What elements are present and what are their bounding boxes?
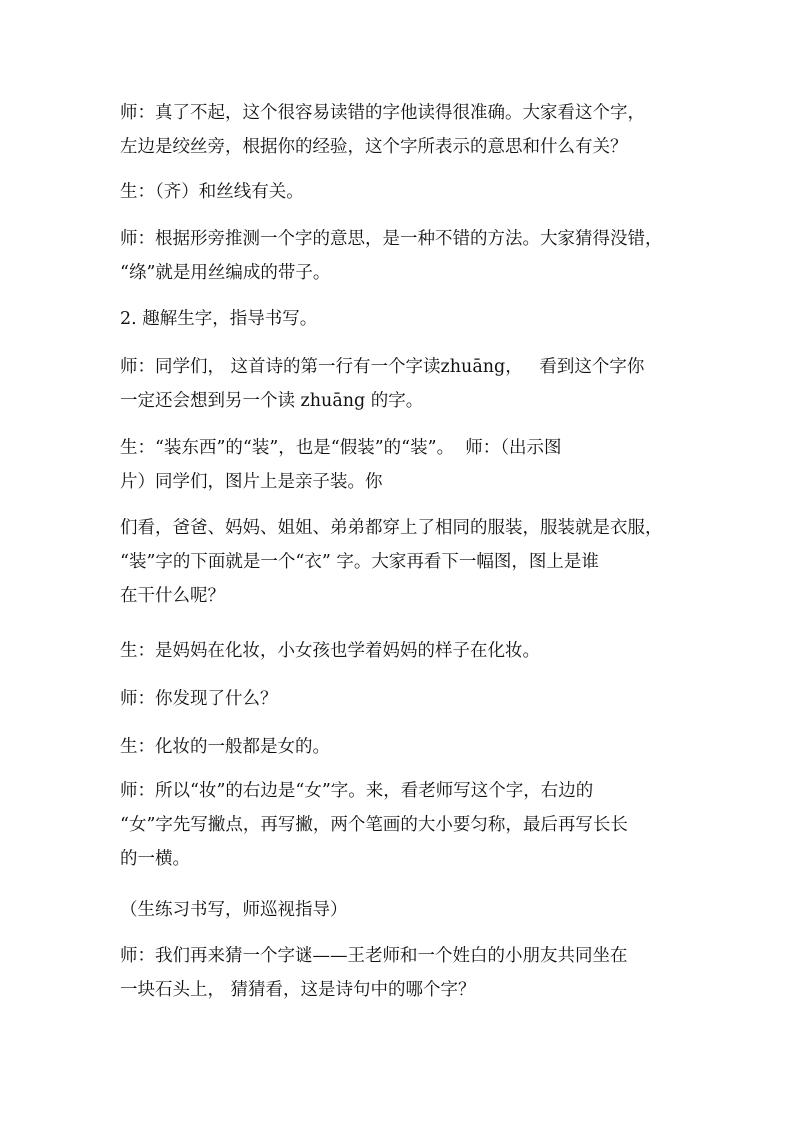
text-line: 生：化妆的一般都是女的。 [120, 737, 330, 757]
text-line: 生：（齐）和丝线有关。 [120, 182, 304, 202]
paragraph [120, 431, 680, 499]
paragraph [120, 634, 680, 668]
text-line: 生：“装东西”的“装”，也是“假装”的“装”。 师：（出示图 [120, 438, 562, 458]
text-line: “女”字先写撇点，再写撇，两个笔画的大小要匀称，最后再写长长 [120, 815, 628, 835]
text-line: （生练习书写，师巡视指导） [120, 900, 348, 920]
text-line: 左边是绞丝旁，根据你的经验，这个字所表示的意思和什么有关？ [120, 137, 628, 157]
text-line: “绦”就是用丝编成的带子。 [120, 263, 331, 283]
text-line: 在干什么呢？ [120, 586, 225, 606]
paragraph [120, 350, 680, 418]
paragraph [120, 939, 680, 1007]
paragraph [120, 682, 680, 716]
text-line: 师：真了不起，这个很容易读错的字他读得很准确。大家看这个字， [120, 103, 645, 123]
text-line: 师：所以“妆”的右边是“女”字。来，看老师写这个字，右边的 [120, 781, 594, 801]
text-line: 片）同学们，图片上是亲子装。你 [120, 472, 383, 492]
paragraph [120, 222, 680, 290]
text-line: 师：根据形旁推测一个字的意思，是一种不错的方法。大家猜得没错， [120, 229, 663, 249]
paragraph [120, 96, 680, 164]
paragraph [120, 302, 680, 336]
text-line: 2. 趣解生字，指导书写。 [120, 309, 318, 329]
text-line: 的一横。 [120, 849, 190, 869]
text-line: 一定还会想到另一个读 zhuāng 的字。 [120, 391, 424, 411]
paragraph [120, 511, 680, 613]
text-line: 师：同学们， 这首诗的第一行有一个字读zhuāng， 看到这个字你 [120, 357, 645, 377]
paragraph [120, 893, 680, 927]
paragraph [120, 774, 680, 876]
paragraph [120, 175, 680, 209]
text-line: 们看，爸爸、妈妈、姐姐、弟弟都穿上了相同的服装，服装就是衣服， [120, 518, 663, 538]
text-line: “装”字的下面就是一个“衣” 字。大家再看下一幅图，图上是谁 [120, 552, 599, 572]
text-line: 师：你发现了什么？ [120, 689, 278, 709]
text-line: 师：我们再来猜一个字谜——王老师和一个姓白的小朋友共同坐在 [120, 946, 628, 966]
paragraph [120, 730, 680, 764]
text-line: 生：是妈妈在化妆，小女孩也学着妈妈的样子在化妆。 [120, 641, 540, 661]
text-line: 一块石头上， 猜猜看，这是诗句中的哪个字？ [120, 980, 476, 1000]
